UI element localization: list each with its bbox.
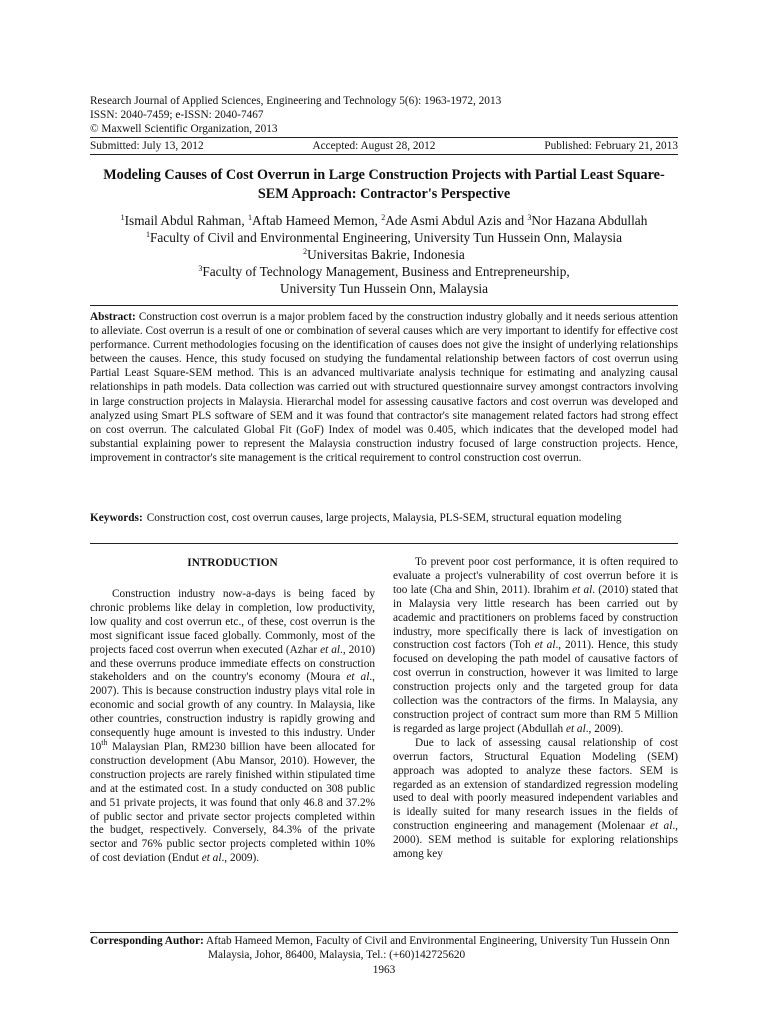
text-run-italic: et al: [565, 722, 586, 735]
text-run: . (2010) stated that in Malaysia very little research has been carried out by academic and practitioners on problems faced by construction industry, more specifically there is lack of investigation on construction cost factors (Toh: [393, 583, 678, 652]
footnote-label: Corresponding Author:: [90, 935, 204, 947]
abstract-label: Abstract:: [90, 311, 136, 323]
keywords-text: Construction cost, cost overrun causes, large projects, Malaysia, PLS-SEM, structural equation modeling: [146, 512, 622, 524]
journal-copyright: © Maxwell Scientific Organization, 2013: [90, 123, 278, 135]
author-name: Ade Asmi Abdul Azis and: [385, 213, 528, 228]
affiliation-2: [90, 246, 678, 263]
author-sup: 2: [381, 213, 386, 222]
affiliation-3: [90, 263, 678, 280]
affiliation-text: Faculty of Civil and Environmental Engineering, University Tun Hussein Onn, Malaysia: [150, 230, 622, 245]
dates-row: [90, 137, 678, 155]
text-run: ., 2000). SEM method is suitable for exploring relationships among key: [393, 820, 678, 861]
text-run-italic: et al: [201, 852, 222, 865]
affiliation-sup: 2: [303, 247, 308, 256]
author-sup: 1: [120, 213, 125, 222]
author-sup: 1: [247, 213, 252, 222]
text-run: ., 2007). This is because construction industry plays vital role in economic and social growth of any country. In Malaysia, like other countries, construction industry is rapidly growing and consequently huge amount is invested to this industry. Under 10: [90, 671, 375, 753]
text-run-sup: th: [101, 738, 108, 748]
submitted-date: Submitted: July 13, 2012: [90, 140, 204, 152]
text-run: Construction industry now-a-days is being faced by chronic problems like delay in completion, low productivity, low quality and cost overrun etc., of these, cost overrun is the most significant issue faced globally. Commonly, most of the projects faced cost overrun when executed (Azhar: [90, 588, 375, 656]
abstract-text: Construction cost overrun is a major problem faced by the construction industry globally and it needs serious attention to alleviate. Cost overrun is a result of one or combination of several causes which are very important to identify for effective cost performance. Current methodologies focusing on the identification of causes does not give the insight of underlying relationships between the causes. Hence, this study focused on studying the fundamental relationship between factors of cost overrun using Partial Least Square-SEM method. This is an advanced multivariate analysis technique for estimating and analyzing causal relationships in path models. Data collection was carried out with structured questionnaire survey amongst contractors involving in large construction projects in Malaysia. Hierarchal model for assessing causative factors and cost overrun was developed and analyzed using Smart PLS software of SEM and it was found that contractor's site management related factors had strong effect on cost overrun. The calculated Global Fit (GoF) Index of model was 0.405, which indicates that the developed model had substantial explaining power to represent the Malaysia construction industry focused of large construction projects. Hence, improvement in contractor's site management is the critical requirement to control construction cost overrun.: [90, 311, 679, 464]
affiliation-1: [90, 229, 678, 246]
author-sup: 3: [527, 213, 532, 222]
left-column: [90, 556, 375, 866]
journal-citation: Research Journal of Applied Sciences, Engineering and Technology 5(6): 1963-1972, 2013: [90, 95, 502, 107]
intro-paragraph-2: [393, 556, 678, 737]
affiliation-sup: 3: [198, 264, 203, 273]
authors-block: [90, 212, 678, 297]
published-date: Published: February 21, 2013: [544, 140, 678, 152]
text-run-italic: et al: [346, 671, 370, 684]
author-list: [90, 212, 678, 229]
intro-paragraph-1: [90, 588, 375, 866]
text-run-italic: et al: [534, 639, 556, 652]
accepted-date: Accepted: August 28, 2012: [312, 140, 436, 152]
journal-issn: ISSN: 2040-7459; e-ISSN: 2040-7467: [90, 109, 264, 121]
text-run-italic: et al: [650, 820, 673, 833]
text-run: ., 2010) and these overruns produce immediate effects on construction stakeholders and on the country's economy (Moura: [90, 643, 375, 684]
footnote-line-2: Malaysia, Johor, 86400, Malaysia, Tel.: (+60)142725620: [208, 948, 466, 961]
keywords-label: Keywords:: [90, 512, 143, 524]
keywords: [90, 511, 678, 525]
section-heading-introduction: INTRODUCTION: [187, 557, 278, 569]
author-name: Nor Hazana Abdullah: [531, 213, 648, 228]
text-run-italic: et al: [320, 643, 341, 656]
corresponding-author-footnote: [90, 935, 678, 963]
right-column: [393, 556, 678, 862]
paper-title: Modeling Causes of Cost Overrun in Large Construction Projects with Partial Least Square-SEM Approach: Contractor's Perspective: [103, 167, 665, 202]
footnote-line-1: [90, 935, 678, 949]
text-run: ., 2009).: [221, 852, 260, 865]
abstract-top-rule: [90, 305, 678, 306]
author-name: Ismail Abdul Rahman,: [124, 213, 248, 228]
affiliation-3-line2: University Tun Hussein Onn, Malaysia: [280, 281, 488, 296]
affiliation-text: Universitas Bakrie, Indonesia: [307, 247, 465, 262]
author-name: Aftab Hameed Memon,: [251, 213, 382, 228]
footnote-text: Aftab Hameed Memon, Faculty of Civil and Environmental Engineering, University Tun Hussein Onn: [203, 935, 670, 947]
abstract: [90, 310, 678, 465]
text-run: Due to lack of assessing causal relationship of cost overrun factors, Structural Equation Modeling (SEM) approach was adopted to analyze these factors. SEM is regarded as an extension of standardized regression modeling used to deal with poorly measured independent variables and is ideally suited for many research issues in the fields of construction engineering and management (Molenaar: [393, 736, 678, 833]
intro-paragraph-3: [393, 737, 678, 862]
text-run-italic: et al: [572, 583, 593, 596]
footnote-rule: [90, 932, 678, 933]
affiliation-text: Faculty of Technology Management, Business and Entrepreneurship,: [202, 264, 570, 279]
keywords-bottom-rule: [90, 543, 678, 544]
text-run: ., 2009).: [585, 722, 624, 735]
affiliation-sup: 1: [146, 230, 150, 239]
text-run: Malaysian Plan, RM230 billion have been allocated for construction development (Abu Mansor, 2010). However, the construction projects are rarely finished within stipulated time and at the estimated cost. In a study conducted on 308 public and 51 private projects, it was found that only 46.8 and 37.2% of public sector and private sector projects completed within the budget, respectively. Conversely, 84.3% of the private sector and 76% public sector projects completed within 10% of cost deviation (Endut: [90, 740, 375, 865]
page-number: 1963: [372, 964, 396, 976]
text-run: ., 2011). Hence, this study focused on developing the path model of causative factors of cost overrun in construction, however it was limited to large construction projects only and the targeted group for data collection was the contractors of the firms. In Malaysia, any construction project of contract sum more than RM 5 Million is regarded as large project (Abdullah: [393, 639, 679, 735]
text-run: To prevent poor cost performance, it is often required to evaluate a project's vulnerability of cost overrun before it is too late (Cha and Shin, 2011). Ibrahim: [393, 556, 678, 596]
